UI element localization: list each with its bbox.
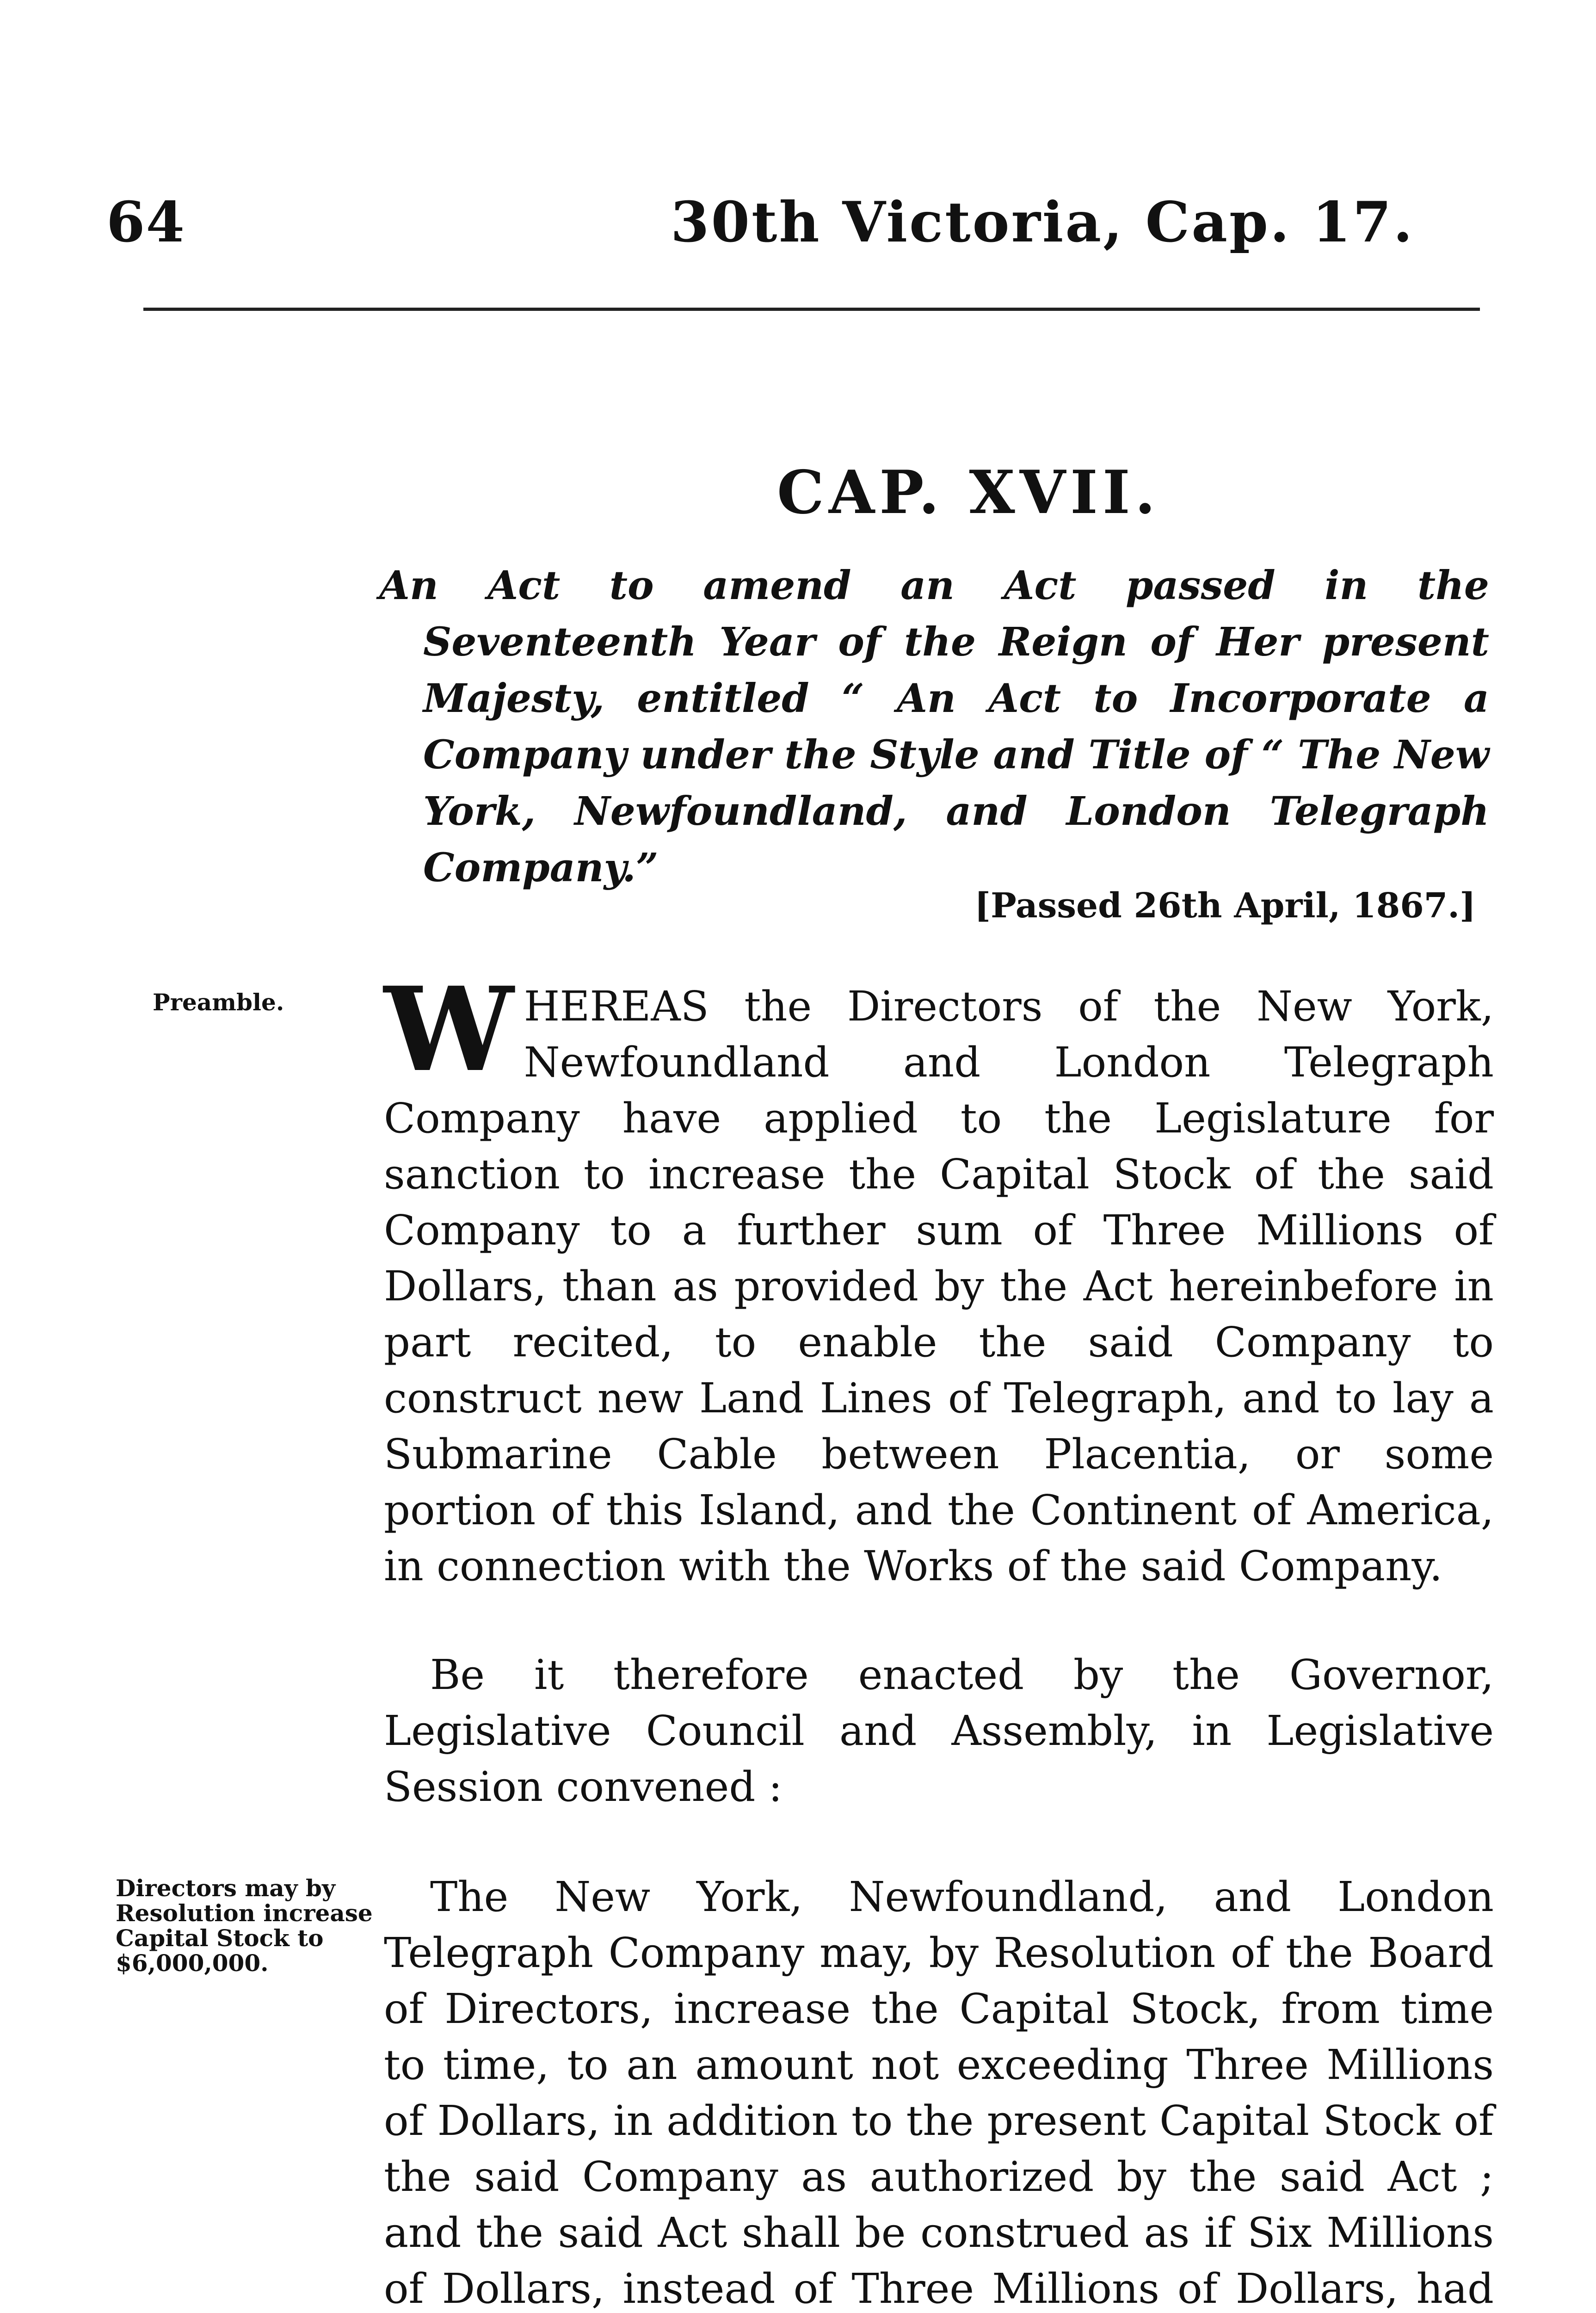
page-number: 64 xyxy=(106,190,185,255)
preamble-text: HEREAS the Directors of the New York, Newfoundland and London Telegraph Company have applied to the Legislature for sanction to increase the Capital Stock of the said Company to a further sum of Three Millions of Dollars, than as provided by the Act hereinbefore in part recited, to enable the said Company to construct new Land Lines of Telegraph, and to lay a Submarine Cable between Placentia, or some portion of this Island, and the Continent of America, in connection with the Works of the said Company. xyxy=(384,982,1494,1590)
act-title: An Act to amend an Act passed in the Seventeenth Year of the Reign of Her present Majesty, entitled “ An Act to Incorporate a Company under the Style and Title of “ The New York, Newfoundland, and London Telegraph Company.” xyxy=(379,563,1489,891)
header-rule xyxy=(143,308,1480,311)
passed-date: [Passed 26th April, 1867.] xyxy=(974,886,1476,926)
running-title: 30th Victoria, Cap. 17. xyxy=(671,190,1415,255)
drop-cap: W xyxy=(384,961,514,1097)
chapter-heading: CAP. XVII. xyxy=(777,458,1160,527)
preamble-margin-note: Preamble. xyxy=(153,989,284,1016)
section-margin-note: Directors may by Resolution increase Capital Stock to $6,000,000. xyxy=(116,1874,373,1977)
preamble-paragraph xyxy=(384,961,1494,1594)
enacting-clause: Be it therefore enacted by the Governor, Legislative Council and Assembly, in Legislative Session convened : xyxy=(384,1651,1494,1811)
section-paragraph: The New York, Newfoundland, and London Telegraph Company may, by Resolution of the Board of Directors, increase the Capital Stock, from time to time, to an amount not exceeding Three Millions of Dollars, in addition to the present Capital Stock of the said Company as authorized by the said Act ; and the said Act shall be construed as if Six Millions of Dollars, instead of Three Millions of Dollars, had xyxy=(384,1873,1494,2313)
